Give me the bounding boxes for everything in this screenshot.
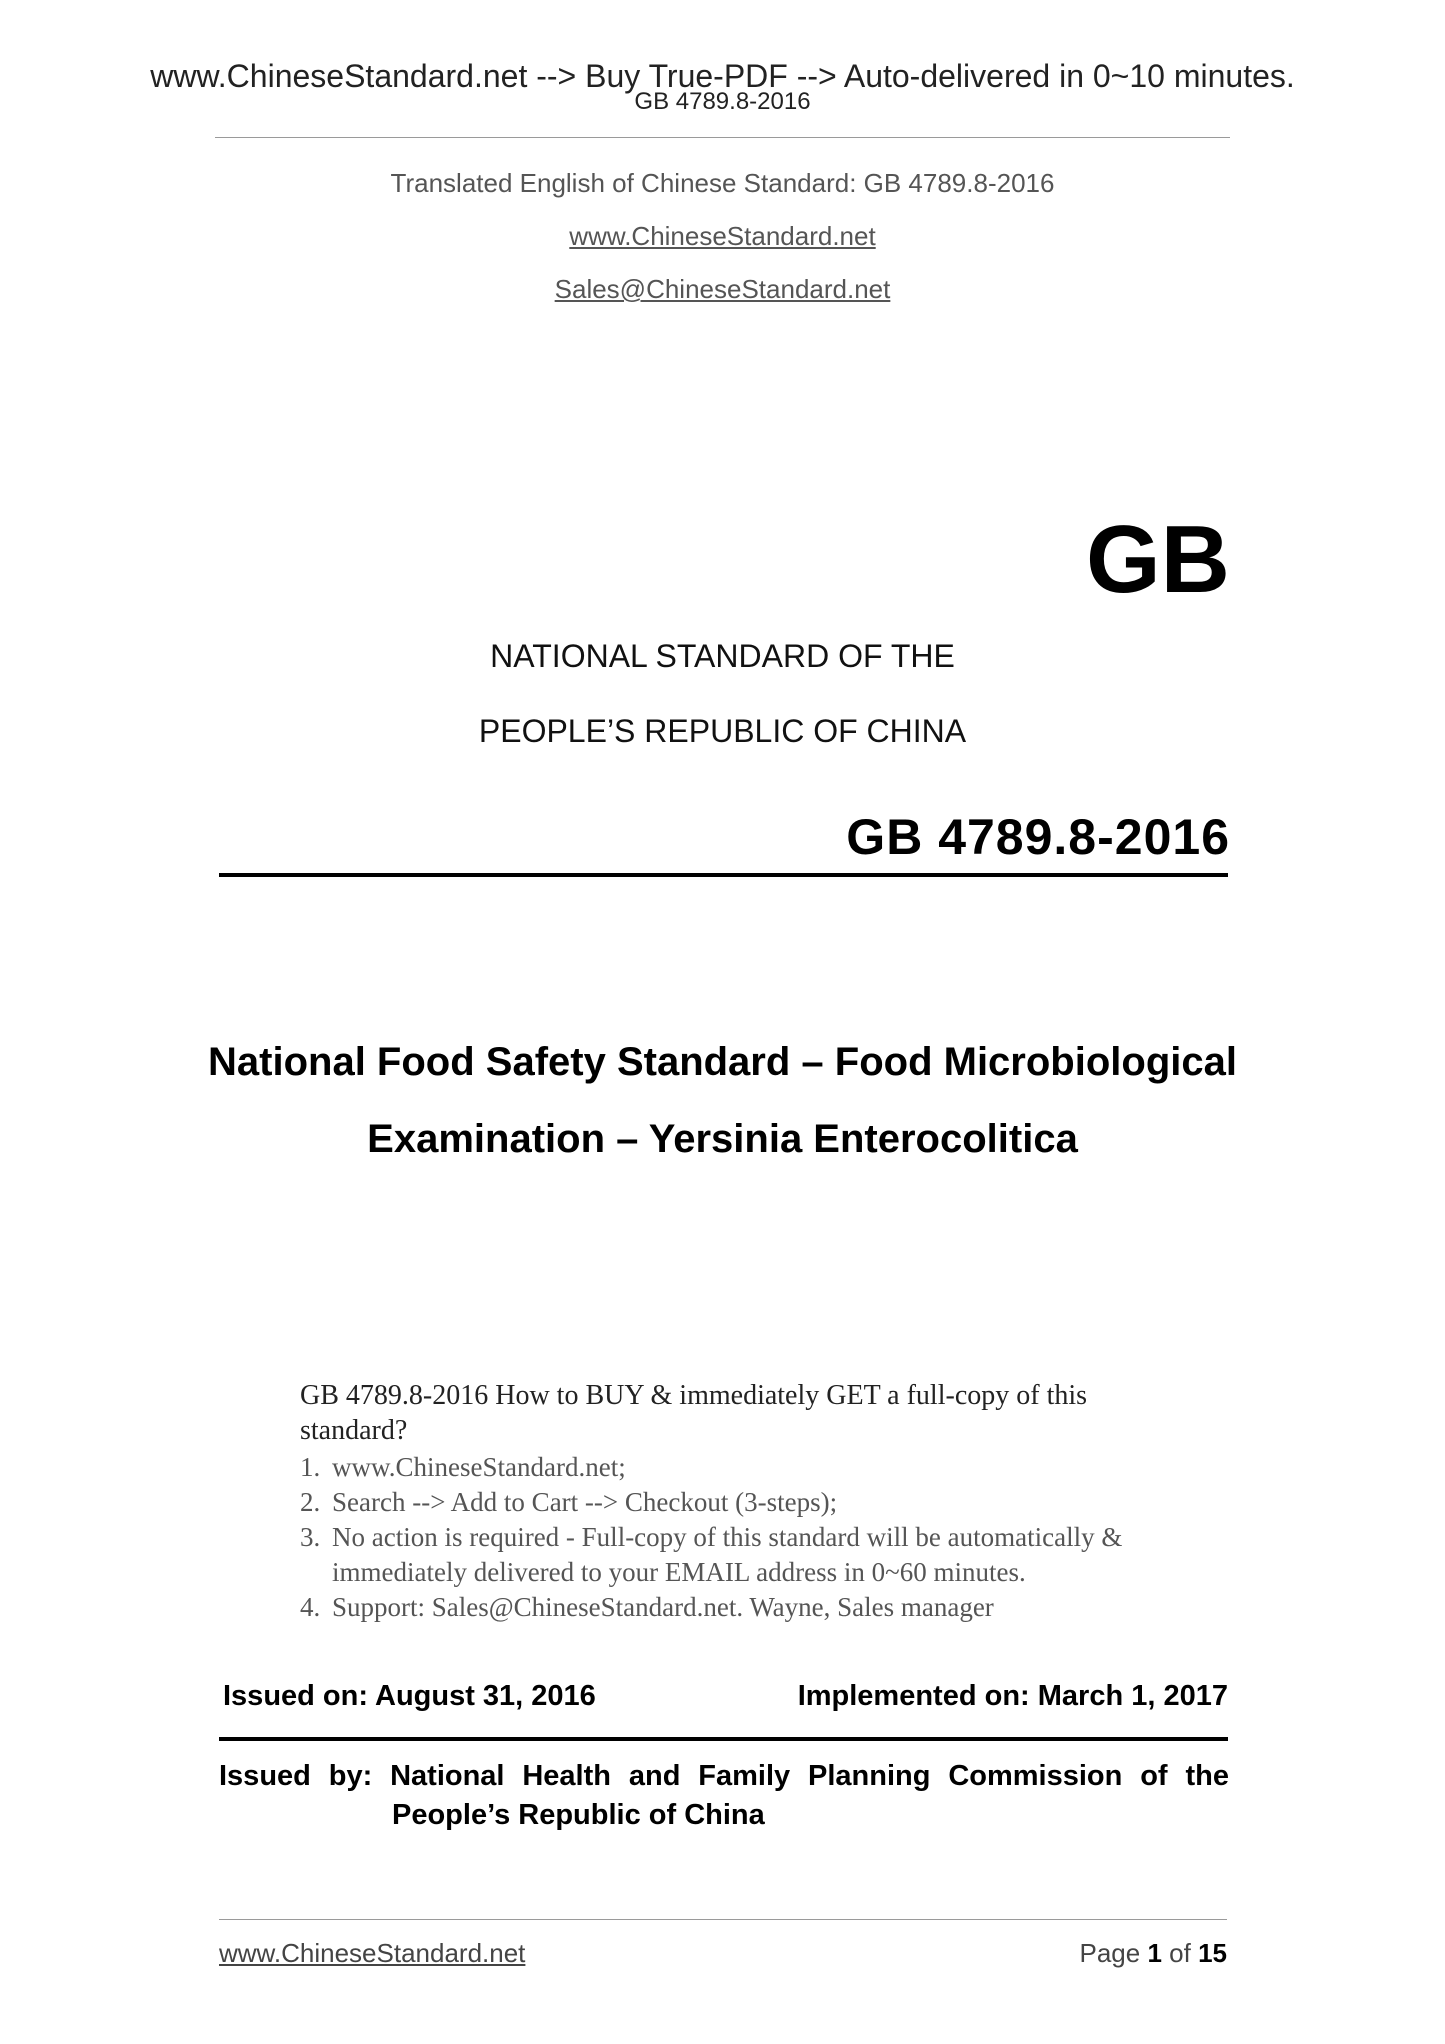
- issuer-word: Commission: [948, 1760, 1123, 1792]
- buy-step-number: 4.: [300, 1592, 321, 1622]
- issued-on-date: Issued on: August 31, 2016: [223, 1680, 596, 1712]
- buy-instructions: [300, 1378, 1200, 1625]
- standard-number: GB 4789.8-2016: [846, 809, 1230, 865]
- buy-step-4: [300, 1590, 1200, 1625]
- issuer-word: and: [628, 1760, 681, 1792]
- email-link[interactable]: Sales@ChineseStandard.net: [554, 274, 891, 304]
- buy-step-text: No action is required - Full-copy of this standard will be automatically &: [332, 1522, 1123, 1552]
- buy-heading: GB 4789.8-2016 How to BUY & immediately GET a full-copy of this standard?: [300, 1380, 1088, 1446]
- issued-by: [219, 1757, 1229, 1835]
- buy-step-number: 3.: [300, 1522, 321, 1552]
- standard-number-rule: [219, 873, 1228, 877]
- issuer-word: the: [1185, 1760, 1229, 1792]
- header-divider: [215, 137, 1230, 138]
- page-current: 1: [1147, 1938, 1162, 1968]
- footer-divider: [219, 1919, 1227, 1920]
- implemented-on-date: Implemented on: March 1, 2017: [797, 1680, 1228, 1712]
- page-total: 15: [1198, 1938, 1227, 1968]
- national-standard-line1: NATIONAL STANDARD OF THE: [490, 638, 955, 674]
- page-of: of: [1169, 1938, 1191, 1968]
- buy-step-3: [300, 1520, 1200, 1555]
- header-doc-code: GB 4789.8-2016: [634, 88, 811, 115]
- top-banner[interactable]: www.ChineseStandard.net --> Buy True-PDF --> Auto-delivered in 0~10 minutes.: [150, 58, 1295, 94]
- buy-step-number: 2.: [300, 1487, 321, 1517]
- translated-note: Translated English of Chinese Standard: GB 4789.8-2016: [390, 168, 1055, 198]
- buy-step-text: Support: Sales@ChineseStandard.net. Wayne, Sales manager: [332, 1592, 994, 1622]
- issued-by-line2: People’s Republic of China: [392, 1799, 765, 1831]
- title-line1: National Food Safety Standard – Food Microbiological: [208, 1040, 1237, 1084]
- title-line2: Examination – Yersinia Enterocolitica: [367, 1117, 1078, 1161]
- buy-step-2: [300, 1485, 1200, 1520]
- national-standard-line2: PEOPLE’S REPUBLIC OF CHINA: [478, 713, 967, 749]
- buy-step-text: immediately delivered to your EMAIL address in 0~60 minutes.: [332, 1557, 1026, 1587]
- buy-step-text[interactable]: www.ChineseStandard.net;: [332, 1452, 626, 1482]
- issuer-word: by:: [328, 1760, 373, 1792]
- page-prefix: Page: [1079, 1938, 1141, 1968]
- website-link[interactable]: www.ChineseStandard.net: [569, 221, 876, 251]
- issuer-word: of: [1140, 1760, 1168, 1792]
- issuer-word: Health: [522, 1760, 611, 1792]
- buy-step-number: 1.: [300, 1452, 321, 1482]
- issuer-word: Planning: [808, 1760, 931, 1792]
- dates-rule: [219, 1737, 1228, 1741]
- buy-step-1: [300, 1450, 1200, 1485]
- issued-by-line1: [219, 1757, 1229, 1796]
- gb-logo: GB: [1086, 506, 1230, 613]
- page-indicator: [1079, 1938, 1227, 1969]
- issuer-word: Family: [698, 1760, 791, 1792]
- footer-website-link[interactable]: www.ChineseStandard.net: [219, 1938, 526, 1968]
- issuer-word: National: [390, 1760, 505, 1792]
- buy-step-text: Search --> Add to Cart --> Checkout (3-steps);: [332, 1487, 838, 1517]
- issuer-word: Issued: [219, 1760, 311, 1792]
- buy-step-3-continued: [300, 1555, 1200, 1590]
